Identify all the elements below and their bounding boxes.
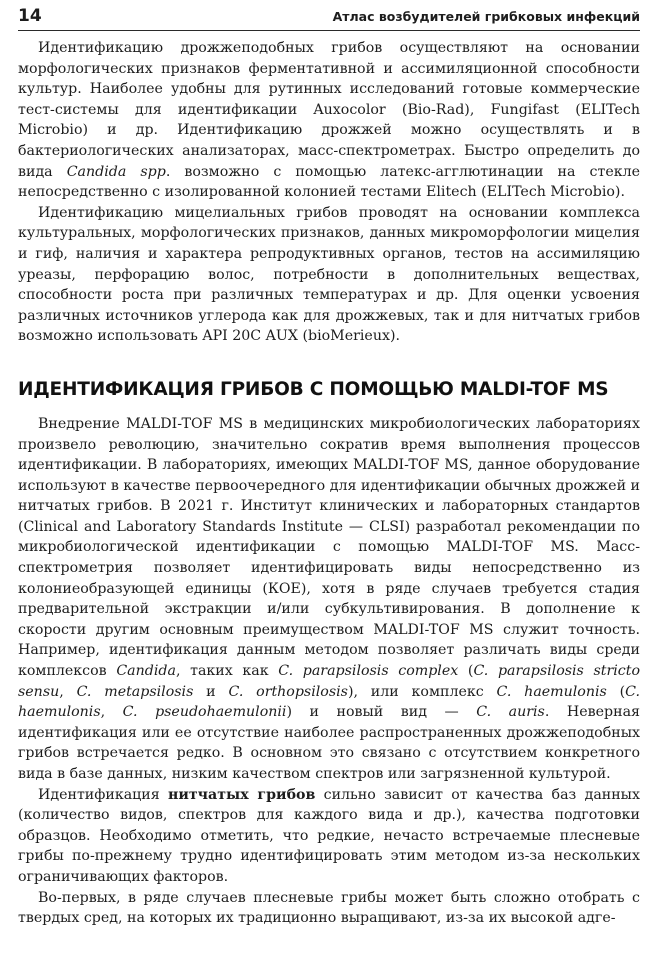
paragraph-yeast-identification: Идентификацию дрожжеподобных грибов осуществляют на основании морфологических признаков ферментативной и ассимиляционной способности культур. Наиболее удобны для рутинных исследований готовые коммерческие тест-системы для идентификации Auxocolor (Bio-Rad), Fungifast (ELITech Microbio) и др. Идентификацию дрожжей можно осуществлять и в бактериологических анализаторах, масс-спектрометрах. Быстро определить до вида Candida spp. возможно с помощью латекс-агглютинации на стекле непосредственно с изолированной колонией тестами Elitech (ELITech Microbio).: [18, 40, 640, 201]
page-number: 14: [18, 6, 42, 26]
paragraph-filamentous-fungi: Идентификация нитчатых грибов сильно зависит от качества баз данных (количество видов, спектров для каждого вида и др.), качества подготовки образцов. Необходимо отметить, что редкие, нечасто встречаемые плесневые грибы по-прежнему трудно идентифицировать этим методом из-за нескольких ограничивающих факторов.: [18, 786, 640, 885]
paragraph-maldi-tof: Внедрение MALDI-TOF MS в медицинских микробиологических лабораториях произвело революцию, значительно сократив время выполнения процессов идентификации. В лабораториях, имеющих MALDI-TOF MS, данное оборудование используют в качестве первоочередного для идентификации обычных дрожжей и нитчатых грибов. В 2021 г. Институт клинических и лабораторных стандартов (Clinical and Laboratory Standards Institute — CLSI) разработал рекомендации по микробиологической идентификации с помощью MALDI-TOF MS. Масс-спектрометрия позволяет идентифицировать виды непосредственно из колониеобразующей единицы (КОЕ), хотя в ряде случаев требуется стадия предварительной экстракции и/или субкультивирования. В дополнение к скорости другим основным преимуществом MALDI-TOF MS служит точность. Например, идентификация данным методом позволяет различать виды среди комплексов Candida, таких как C. parapsilosis complex (C. parapsilosis stricto sensu, C. metapsilosis и C. orthopsilosis), или комплекс C. haemulonis (C. haemulonis, C. pseudohaemulonii) и новый вид — C. auris. Неверная идентификация или ее отсутствие наиболее распространенных дрожжеподобных грибов встречается редко. В основном это связано с отсутствием конкретного вида в базе данных, низким качеством спектров или загрязненной культурой.: [18, 415, 641, 782]
page-header: [18, 4, 640, 31]
paragraph-mycelial-identification: Идентификацию мицелиальных грибов проводят на основании комплекса культуральных, морфологических признаков, данных микроморфологии мицелия и гиф, наличия и характера репродуктивных органов, тестов на ассимиляцию уреазы, перфорацию волос, потребности в дополнительных веществах, способности роста при различных температурах и др. Для оценки усвоения различных источников углерода как для дрожжевых, так и для нитчатых грибов возможно использовать API 20C AUX (bioMerieux).: [18, 204, 640, 345]
paragraph-first-reason: Во-первых, в ряде случаев плесневые грибы может быть сложно отобрать с твердых сред, на которых их традиционно выращивают, из-за их высокой адге-: [18, 889, 640, 927]
section-heading: ИДЕНТИФИКАЦИЯ ГРИБОВ С ПОМОЩЬЮ MALDI-TOF MS: [18, 378, 609, 400]
page-body: [18, 38, 640, 929]
running-title: Атлас возбудителей грибковых инфекций: [332, 9, 640, 24]
